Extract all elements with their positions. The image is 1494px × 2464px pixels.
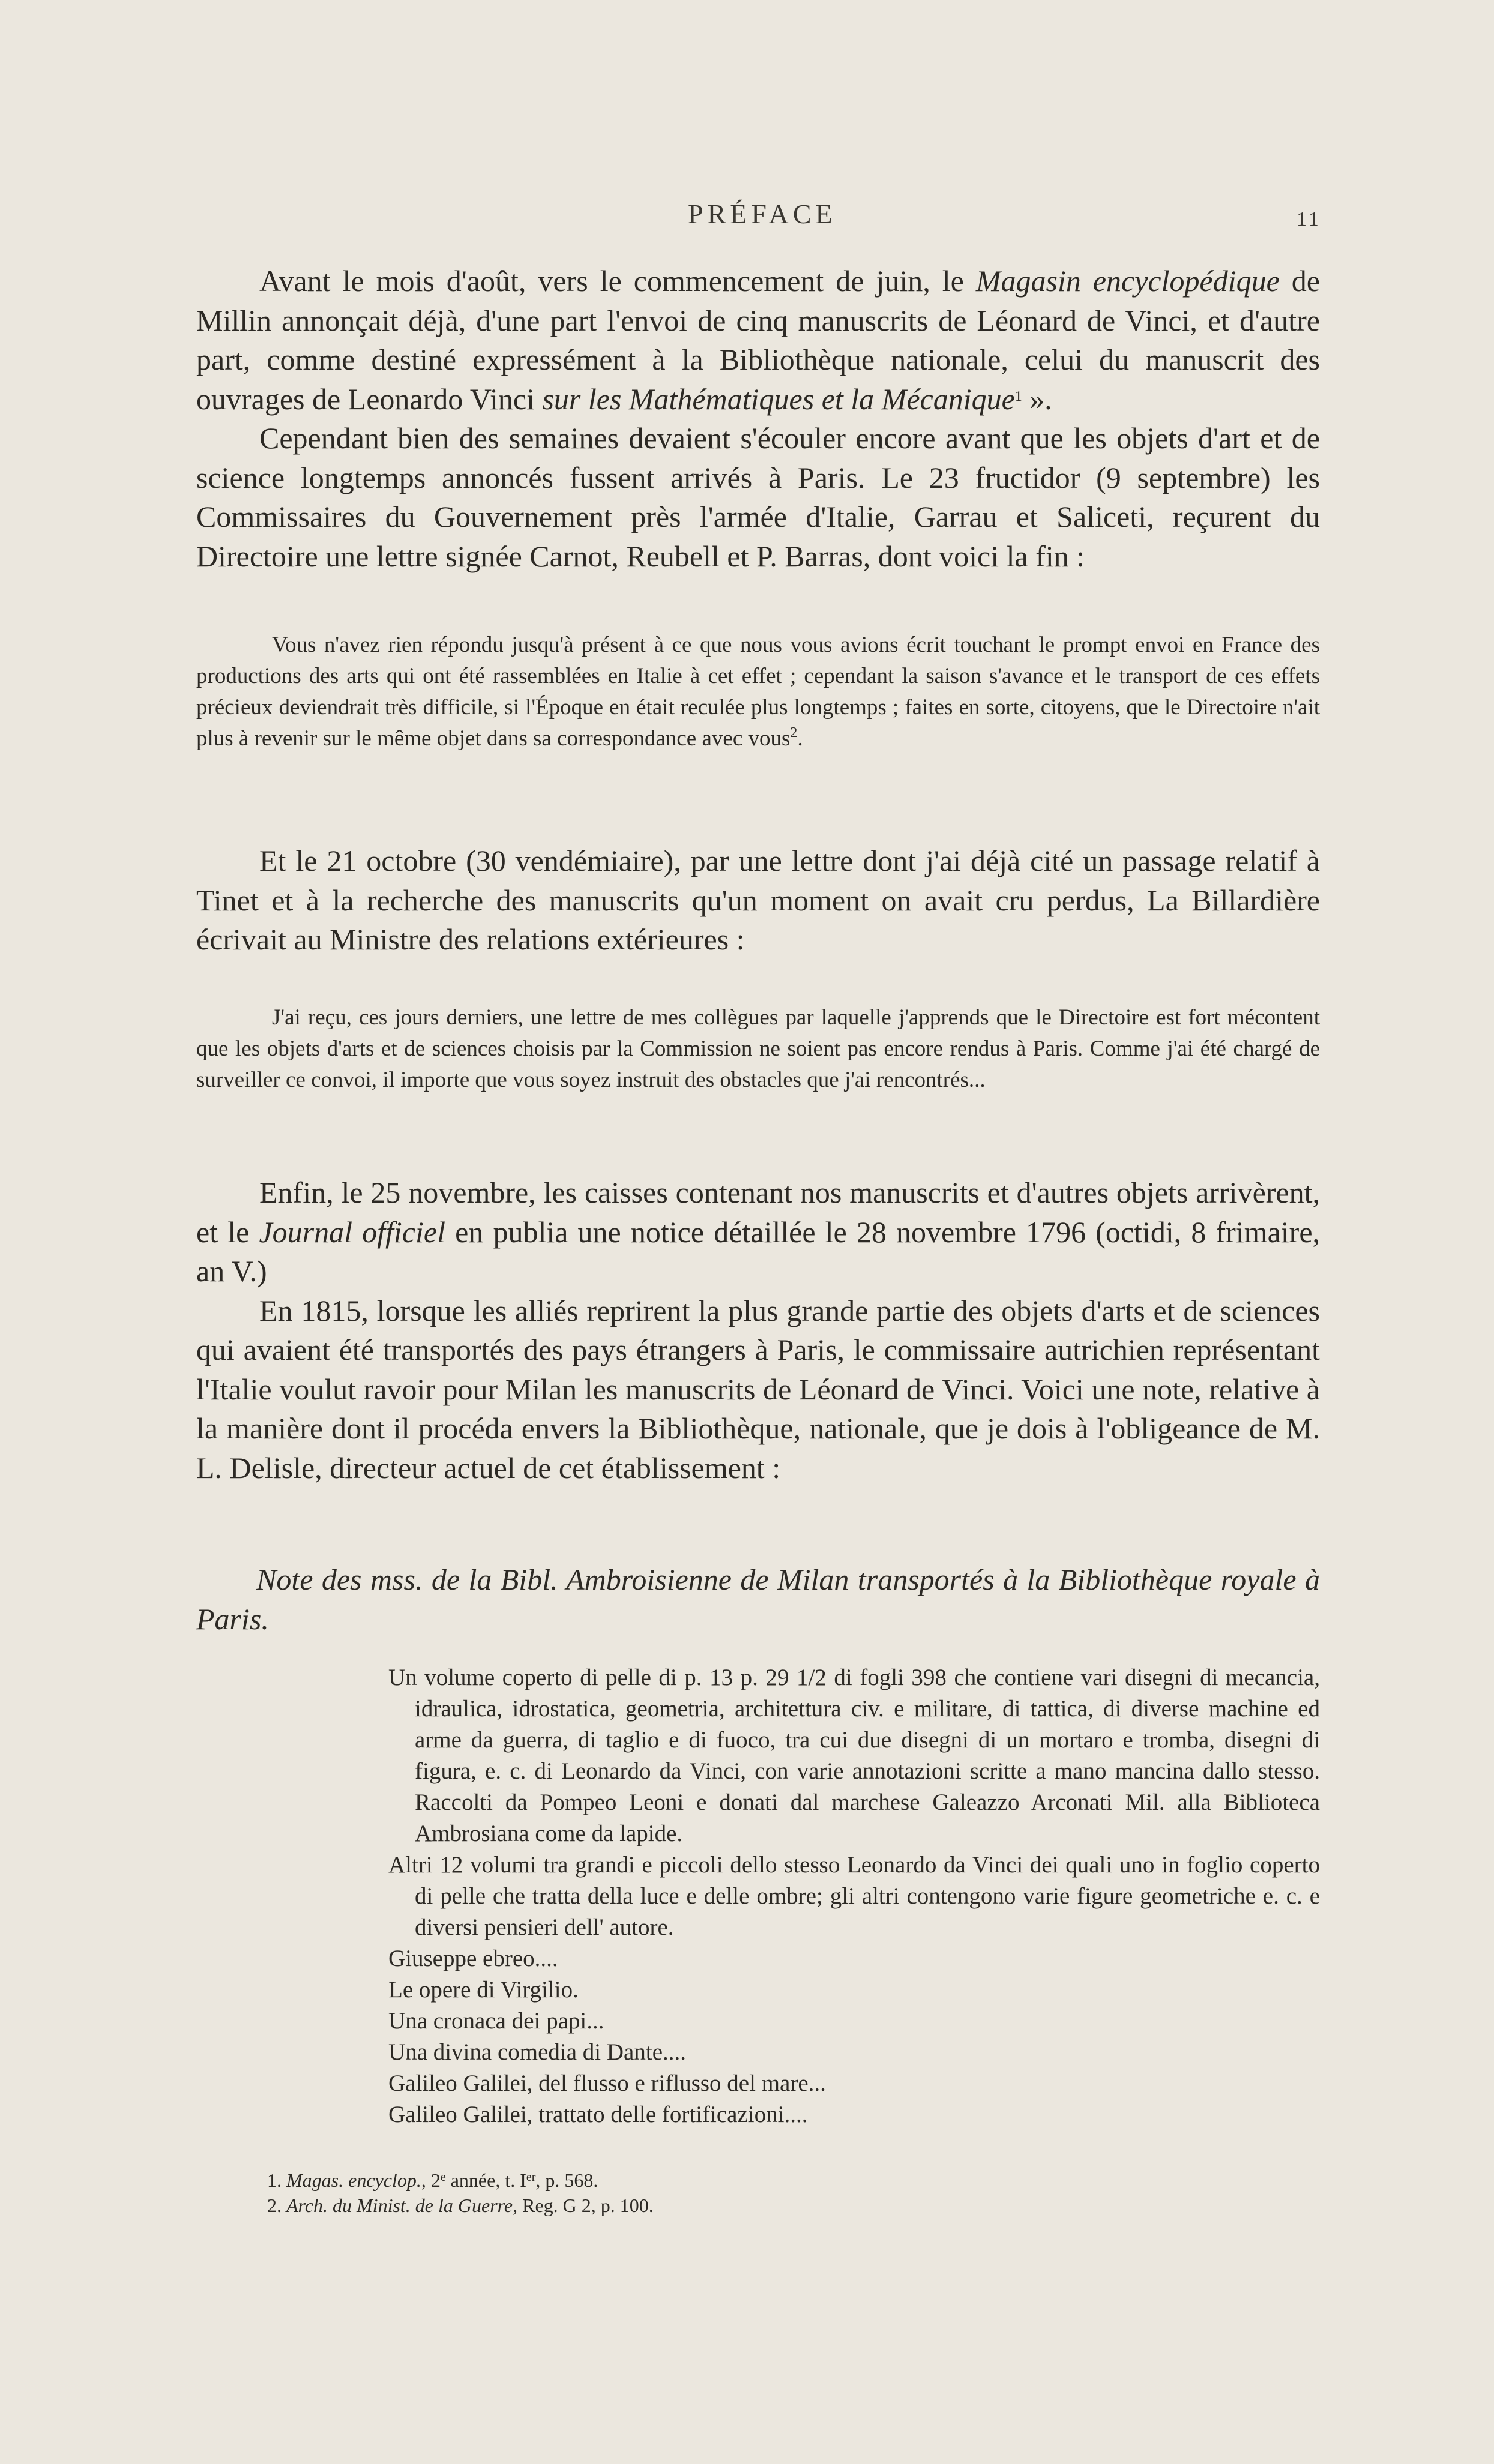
text-run: . (797, 726, 803, 751)
list-item: Altri 12 volumi tra grandi e piccoli dello stesso Leonardo da Vinci dei quali uno in foglio coperto di pelle che tratta della luce e delle ombre; gli altri contengono varie figure geometriche e. c. e diversi pensieri dell' autore. (388, 1852, 1320, 1940)
superscript: er (526, 2171, 536, 2184)
text-run: 2 (430, 2169, 441, 2191)
paragraph-text: Et le 21 octobre (30 vendémiaire), par une lettre dont j'ai déjà cité un passage relatif à Tinet et à la recherche des manuscrits qu'un moment on avait cru perdus, La Billardière écrivait au Ministre des relations extérieures : (196, 844, 1320, 956)
running-head: PRÉFACE (688, 199, 837, 229)
list-item: Galileo Galilei, trattato delle fortificazioni.... (388, 2102, 808, 2127)
paragraph-5: En 1815, lorsque les alliés reprirent la plus grande partie des objets d'arts et de sciences qui avaient été transportés des pays étrangers à Paris, le commissaire autrichien représentant l'Italie voulut ravoir pour Milan les manuscrits de Léonard de Vinci. Voici une note, relative à la manière dont il procéda envers la Bibliothèque, nationale, que je dois à l'obligeance de M. L. Delisle, directeur actuel de cet établissement : (196, 1293, 1320, 1485)
manuscript-list (388, 1662, 1320, 2130)
superscript: e (440, 2171, 446, 2184)
note-title (196, 1560, 1320, 1639)
list-item: Una cronaca dei papi... (388, 2008, 604, 2034)
footnote-1: 1. Magas. encyclop., 2e année, t. Ier, p. 568. (267, 2169, 598, 2191)
quote-2 (196, 1002, 1320, 1096)
footnote-ref: 2 (790, 725, 798, 741)
paragraph-text (196, 262, 1320, 419)
note-title-text: Note des mss. de la Bibl. Ambroisienne de Milan transportés à la Bibliothèque royale à Paris. (196, 1563, 1320, 1636)
text-run: année, t. I (445, 2169, 526, 2191)
quote-text: J'ai reçu, ces jours derniers, une lettre de mes collègues par laquelle j'apprends que le Directoire est fort mécontent que les objets d'arts et de sciences choisis par la Commission ne soient pas encore rendus à Paris. Comme j'ai été chargé de surveiller ce convoi, il importe que vous soyez instruit des obstacles que j'ai rencontrés... (196, 1005, 1320, 1092)
paragraph-4 (196, 1173, 1320, 1291)
list-item: Un volume coperto di pelle di p. 13 p. 29 1/2 di fogli 398 che contiene vari disegni di mecancia, idraulica, idrostatica, geometria, architettura civ. e militare, di tattica, di diverse machine ed arme da guerra, di taglio e di fuoco, tra cui due disegni di un mortaro e tromba, disegni di figura, e. c. di Leonardo da Vinci, con varie annotazioni scritte a mano mancina dallo stesso. Raccolti da Pompeo Leoni e donati dal marchese Galeazzo Arconati Mil. alla Biblioteca Ambrosiana come da lapide. (388, 1665, 1320, 1846)
text-run: Vous n'avez rien répondu jusqu'à présent à ce que nous vous avions écrit touchant le prompt envoi en France des productions des arts qui ont été rassemblées en Italie à cet effet ; cependant la saison s'avance et le transport de ces effets précieux deviendrait très difficile, si l'Époque en était reculée plus longtemps ; faites en sorte, citoyens, que le Directoire n'ait plus à revenir sur le même objet dans sa correspondance avec vous (196, 633, 1320, 751)
text-run: ». (1022, 382, 1052, 416)
text-run: en publia une notice détaillée le 28 novembre 1796 (octidi, 8 frimaire, an V.) (196, 1215, 1321, 1288)
list-item: Galileo Galilei, del flusso e riflusso del mare... (388, 2070, 826, 2096)
paragraph-3 (196, 841, 1320, 960)
page-number: 11 (1297, 208, 1321, 230)
quote-1 (196, 630, 1320, 754)
italic-title: Journal officiel (259, 1215, 445, 1249)
paragraph-4-5 (196, 1173, 1320, 1488)
text-run: Avant le mois d'août, vers le commencement de juin, le (259, 264, 976, 298)
footnote-ref: 1 (1014, 388, 1022, 404)
footnotes (267, 2168, 654, 2218)
quote-text (196, 630, 1320, 754)
text-run: Enfin, le 25 novembre, les caisses contenant nos manuscrits et d'autres objets arrivèrent, et le (196, 1176, 1320, 1249)
footnote-source: Arch. du Minist. de la Guerre, (286, 2195, 518, 2216)
footnote-2 (267, 2193, 654, 2218)
list-item: Le opere di Virgilio. (388, 1977, 579, 2003)
italic-title: sur les Mathématiques et la Mécanique (542, 382, 1015, 416)
footnote-source: Magas. encyclop. (286, 2169, 421, 2191)
italic-title: Magasin encyclopédique (975, 264, 1280, 298)
list-item: Giuseppe ebreo.... (388, 1946, 558, 1971)
paragraph-2: Cependant bien des semaines devaient s'écouler encore avant que les objets d'art et de science longtemps annoncés fussent arrivés à Paris. Le 23 fructidor (9 septembre) les Commissaires du Gouvernement près l'armée d'Italie, Garrau et Saliceti, reçurent du Directoire une lettre signée Carnot, Reubell et P. Barras, dont voici la fin : (196, 421, 1320, 573)
text-run: Reg. G 2, p. 100. (517, 2195, 654, 2216)
footnote-number: 1. (267, 2169, 282, 2191)
list-item: Una divina comedia di Dante.... (388, 2039, 687, 2065)
text-run: , p. 568. (535, 2169, 598, 2191)
paragraph-1 (196, 262, 1320, 576)
text-run: de Millin annonçait déjà, d'une part l'envoi de cinq manuscrits de Léonard de Vinci, et d'autre part, comme destiné expressément à la Bibliothèque nationale, celui du manuscrit des ouvrages de Leonardo Vinci (196, 264, 1320, 416)
footnote-number: 2. (267, 2195, 282, 2216)
